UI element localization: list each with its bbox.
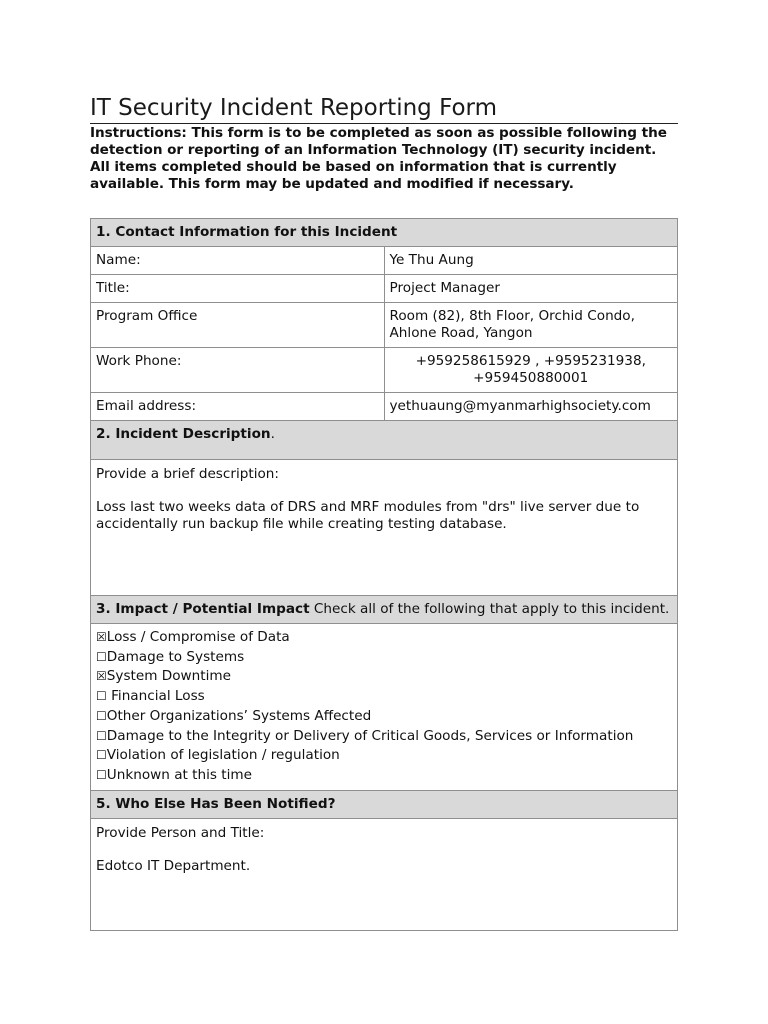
description-header-text: 2. Incident Description — [96, 426, 271, 442]
name-label: Name: — [91, 247, 385, 275]
form-page — [90, 94, 678, 931]
impact-body-row — [91, 624, 678, 791]
impact-item-label: Damage to Systems — [106, 648, 245, 665]
incident-form-table — [90, 218, 678, 931]
program-office-label: Program Office — [91, 303, 385, 348]
notified-header-text: 5. Who Else Has Been Notified? — [96, 795, 336, 812]
impact-item-integrity — [96, 727, 672, 747]
checkbox-icon[interactable]: ☐ — [96, 708, 107, 723]
impact-item-label: Loss / Compromise of Data — [106, 629, 290, 645]
form-instructions: Instructions: This form is to be completed as soon as possible following the detection or reporting of an Information Technology (IT) security incident. All items completed should be based on information that is currently available. This form may be updated and modified if necessary. — [90, 125, 667, 192]
impact-item-financial-loss — [96, 687, 672, 707]
contact-row-program-office — [91, 303, 678, 348]
contact-row-work-phone — [91, 348, 678, 393]
description-body-row — [91, 460, 678, 596]
checkbox-icon[interactable]: ☐ — [96, 748, 107, 763]
impact-item-damage-to-systems — [96, 648, 672, 668]
description-header-period: . — [270, 426, 275, 442]
impact-item-label: Financial Loss — [106, 688, 205, 705]
impact-section-header — [91, 596, 678, 624]
checkbox-icon[interactable]: ☐ — [96, 689, 107, 704]
form-title: IT Security Incident Reporting Form — [90, 94, 678, 124]
impact-item-other-orgs — [96, 707, 672, 727]
impact-item-label: System Downtime — [106, 668, 232, 685]
checkbox-icon[interactable]: ☐ — [96, 649, 107, 664]
description-prompt: Provide a brief description: — [96, 466, 279, 482]
email-value: yethuaung@myanmarhighsociety.com — [384, 393, 678, 421]
impact-header-text: 3. Impact / Potential Impact — [96, 601, 310, 617]
impact-item-label: Other Organizations’ Systems Affected — [106, 707, 372, 724]
notified-text: Edotco IT Department. — [96, 857, 251, 874]
notified-body-row — [91, 818, 678, 930]
title-label: Title: — [91, 275, 385, 303]
impact-item-label: Violation of legislation / regulation — [106, 747, 340, 764]
program-office-value: Room (82), 8th Floor, Orchid Condo, Ahlone Road, Yangon — [384, 303, 678, 348]
notified-section-header — [91, 790, 678, 818]
impact-item-loss-of-data — [96, 628, 672, 648]
checkbox-icon[interactable]: ☒ — [96, 669, 107, 684]
notified-prompt: Provide Person and Title: — [96, 824, 265, 841]
impact-item-label: Damage to the Integrity or Delivery of Critical Goods, Services or Information — [106, 727, 634, 744]
work-phone-label: Work Phone: — [91, 348, 385, 393]
checkbox-icon[interactable]: ☐ — [96, 728, 107, 743]
name-value: Ye Thu Aung — [384, 247, 678, 275]
checkbox-icon[interactable]: ☐ — [96, 767, 107, 782]
contact-row-name — [91, 247, 678, 275]
contact-header-text: 1. Contact Information for this Incident — [96, 224, 398, 240]
impact-header-instructions: Check all of the following that apply to this incident. — [309, 601, 670, 617]
impact-item-label: Unknown at this time — [106, 766, 253, 783]
contact-row-email — [91, 393, 678, 421]
title-value: Project Manager — [384, 275, 678, 303]
description-section-header — [91, 421, 678, 460]
checkbox-icon[interactable]: ☒ — [96, 630, 107, 644]
impact-item-system-downtime — [96, 667, 672, 687]
contact-row-title — [91, 275, 678, 303]
impact-item-legislation — [96, 746, 672, 766]
description-text: Loss last two weeks data of DRS and MRF modules from "drs" live server due to accidentally run backup file while creating testing database. — [96, 499, 640, 532]
email-label: Email address: — [91, 393, 385, 421]
contact-section-header — [91, 219, 678, 247]
work-phone-value: +959258615929 , +9595231938, +959450880001 — [384, 348, 678, 393]
impact-item-unknown — [96, 766, 672, 786]
